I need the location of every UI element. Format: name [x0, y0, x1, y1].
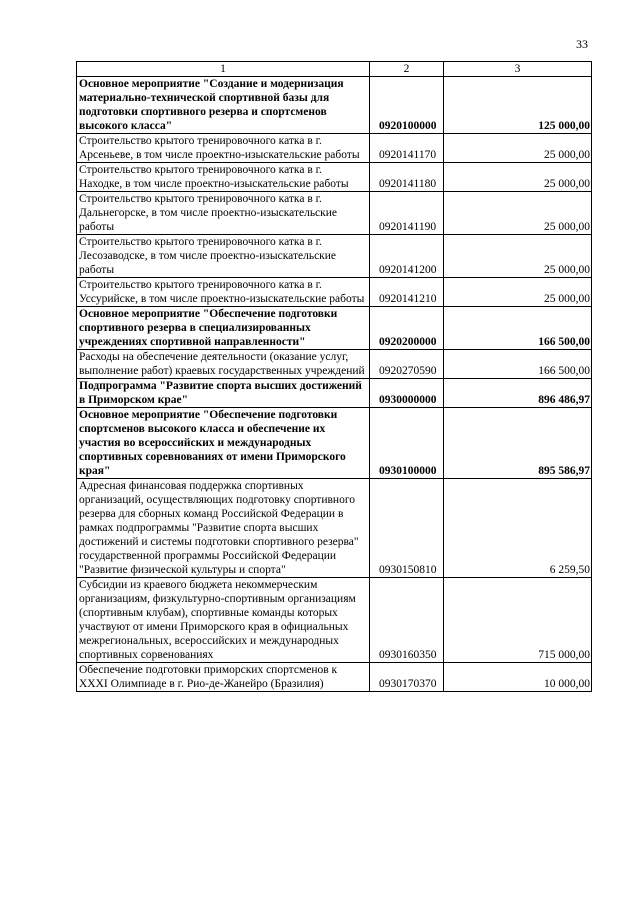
table-row: [77, 479, 592, 578]
row-name-cell: Основное мероприятие "Обеспечение подготовки спортсменов высокого класса и обеспечение их участия во всероссийских и международных спортивных соревнованиях от имени Приморского края": [77, 408, 370, 479]
row-code-cell: 0920200000: [370, 307, 444, 350]
row-amount-cell: 895 586,97: [444, 408, 592, 479]
row-name-cell: Обеспечение подготовки приморских спортсменов к XXXI Олимпиаде в г. Рио-де-Жанейро (Бразилия): [77, 663, 370, 692]
page-number: 33: [576, 37, 588, 51]
row-amount-cell: 896 486,97: [444, 379, 592, 408]
row-name-cell: Основное мероприятие "Обеспечение подготовки спортивного резерва в специализированных учреждениях спортивной направленности": [77, 307, 370, 350]
row-code-cell: 0920270590: [370, 350, 444, 379]
row-code-cell: 0930150810: [370, 479, 444, 578]
table-row: [77, 307, 592, 350]
row-amount-cell: 25 000,00: [444, 192, 592, 235]
row-name-cell: Подпрограмма "Развитие спорта высших достижений в Приморском крае": [77, 379, 370, 408]
row-amount-cell: 166 500,00: [444, 307, 592, 350]
row-amount-cell: 25 000,00: [444, 163, 592, 192]
row-amount-cell: 10 000,00: [444, 663, 592, 692]
table-row: [77, 77, 592, 134]
row-code-cell: 0920141170: [370, 134, 444, 163]
row-amount-cell: 6 259,50: [444, 479, 592, 578]
row-code-cell: 0920141210: [370, 278, 444, 307]
table-row: [77, 408, 592, 479]
row-code-cell: 0920100000: [370, 77, 444, 134]
row-amount-cell: 25 000,00: [444, 235, 592, 278]
table-row: [77, 134, 592, 163]
table-row: [77, 379, 592, 408]
row-code-cell: 0920141190: [370, 192, 444, 235]
row-amount-cell: 125 000,00: [444, 77, 592, 134]
table-row: [77, 192, 592, 235]
row-name-cell: Строительство крытого тренировочного катка в г. Арсеньеве, в том числе проектно-изыскательские работы: [77, 134, 370, 163]
row-code-cell: 0930100000: [370, 408, 444, 479]
row-amount-cell: 166 500,00: [444, 350, 592, 379]
table-row: [77, 350, 592, 379]
row-name-cell: Расходы на обеспечение деятельности (оказание услуг, выполнение работ) краевых государственных учреждений: [77, 350, 370, 379]
header-col-code: 2: [370, 62, 444, 77]
row-code-cell: 0920141200: [370, 235, 444, 278]
row-name-cell: Строительство крытого тренировочного катка в г. Уссурийске, в том числе проектно-изыскательские работы: [77, 278, 370, 307]
row-code-cell: 0930170370: [370, 663, 444, 692]
table-row: [77, 578, 592, 663]
row-amount-cell: 25 000,00: [444, 278, 592, 307]
table-row: [77, 663, 592, 692]
row-name-cell: Строительство крытого тренировочного катка в г. Лесозаводске, в том числе проектно-изыскательские работы: [77, 235, 370, 278]
row-amount-cell: 25 000,00: [444, 134, 592, 163]
row-name-cell: Основное мероприятие "Создание и модернизация материально-технической спортивной базы для подготовки спортивного резерва и спортсменов высокого класса": [77, 77, 370, 134]
row-code-cell: 0920141180: [370, 163, 444, 192]
row-name-cell: Строительство крытого тренировочного катка в г. Находке, в том числе проектно-изыскательские работы: [77, 163, 370, 192]
table-row: [77, 235, 592, 278]
row-name-cell: Адресная финансовая поддержка спортивных организаций, осуществляющих подготовку спортивного резерва для сборных команд Российской Федерации в рамках подпрограммы "Развитие спорта высших достижений и системы подготовки спортивного резерва" государственной программы Российской Федерации "Развитие физической культуры и спорта": [77, 479, 370, 578]
header-col-amount: 3: [444, 62, 592, 77]
budget-table: [76, 61, 592, 692]
header-col-name: 1: [77, 62, 370, 77]
row-code-cell: 0930160350: [370, 578, 444, 663]
row-amount-cell: 715 000,00: [444, 578, 592, 663]
table-row: [77, 278, 592, 307]
row-name-cell: Субсидии из краевого бюджета некоммерческим организациям, физкультурно-спортивным организациям (спортивным клубам), спортивные команды которых участвуют от имени Приморского края в официальных межрегиональных, всероссийских и международных спортивных сорвенованиях: [77, 578, 370, 663]
table-header-row: [77, 62, 592, 77]
table-row: [77, 163, 592, 192]
row-name-cell: Строительство крытого тренировочного катка в г. Дальнегорске, в том числе проектно-изыскательские работы: [77, 192, 370, 235]
row-code-cell: 0930000000: [370, 379, 444, 408]
